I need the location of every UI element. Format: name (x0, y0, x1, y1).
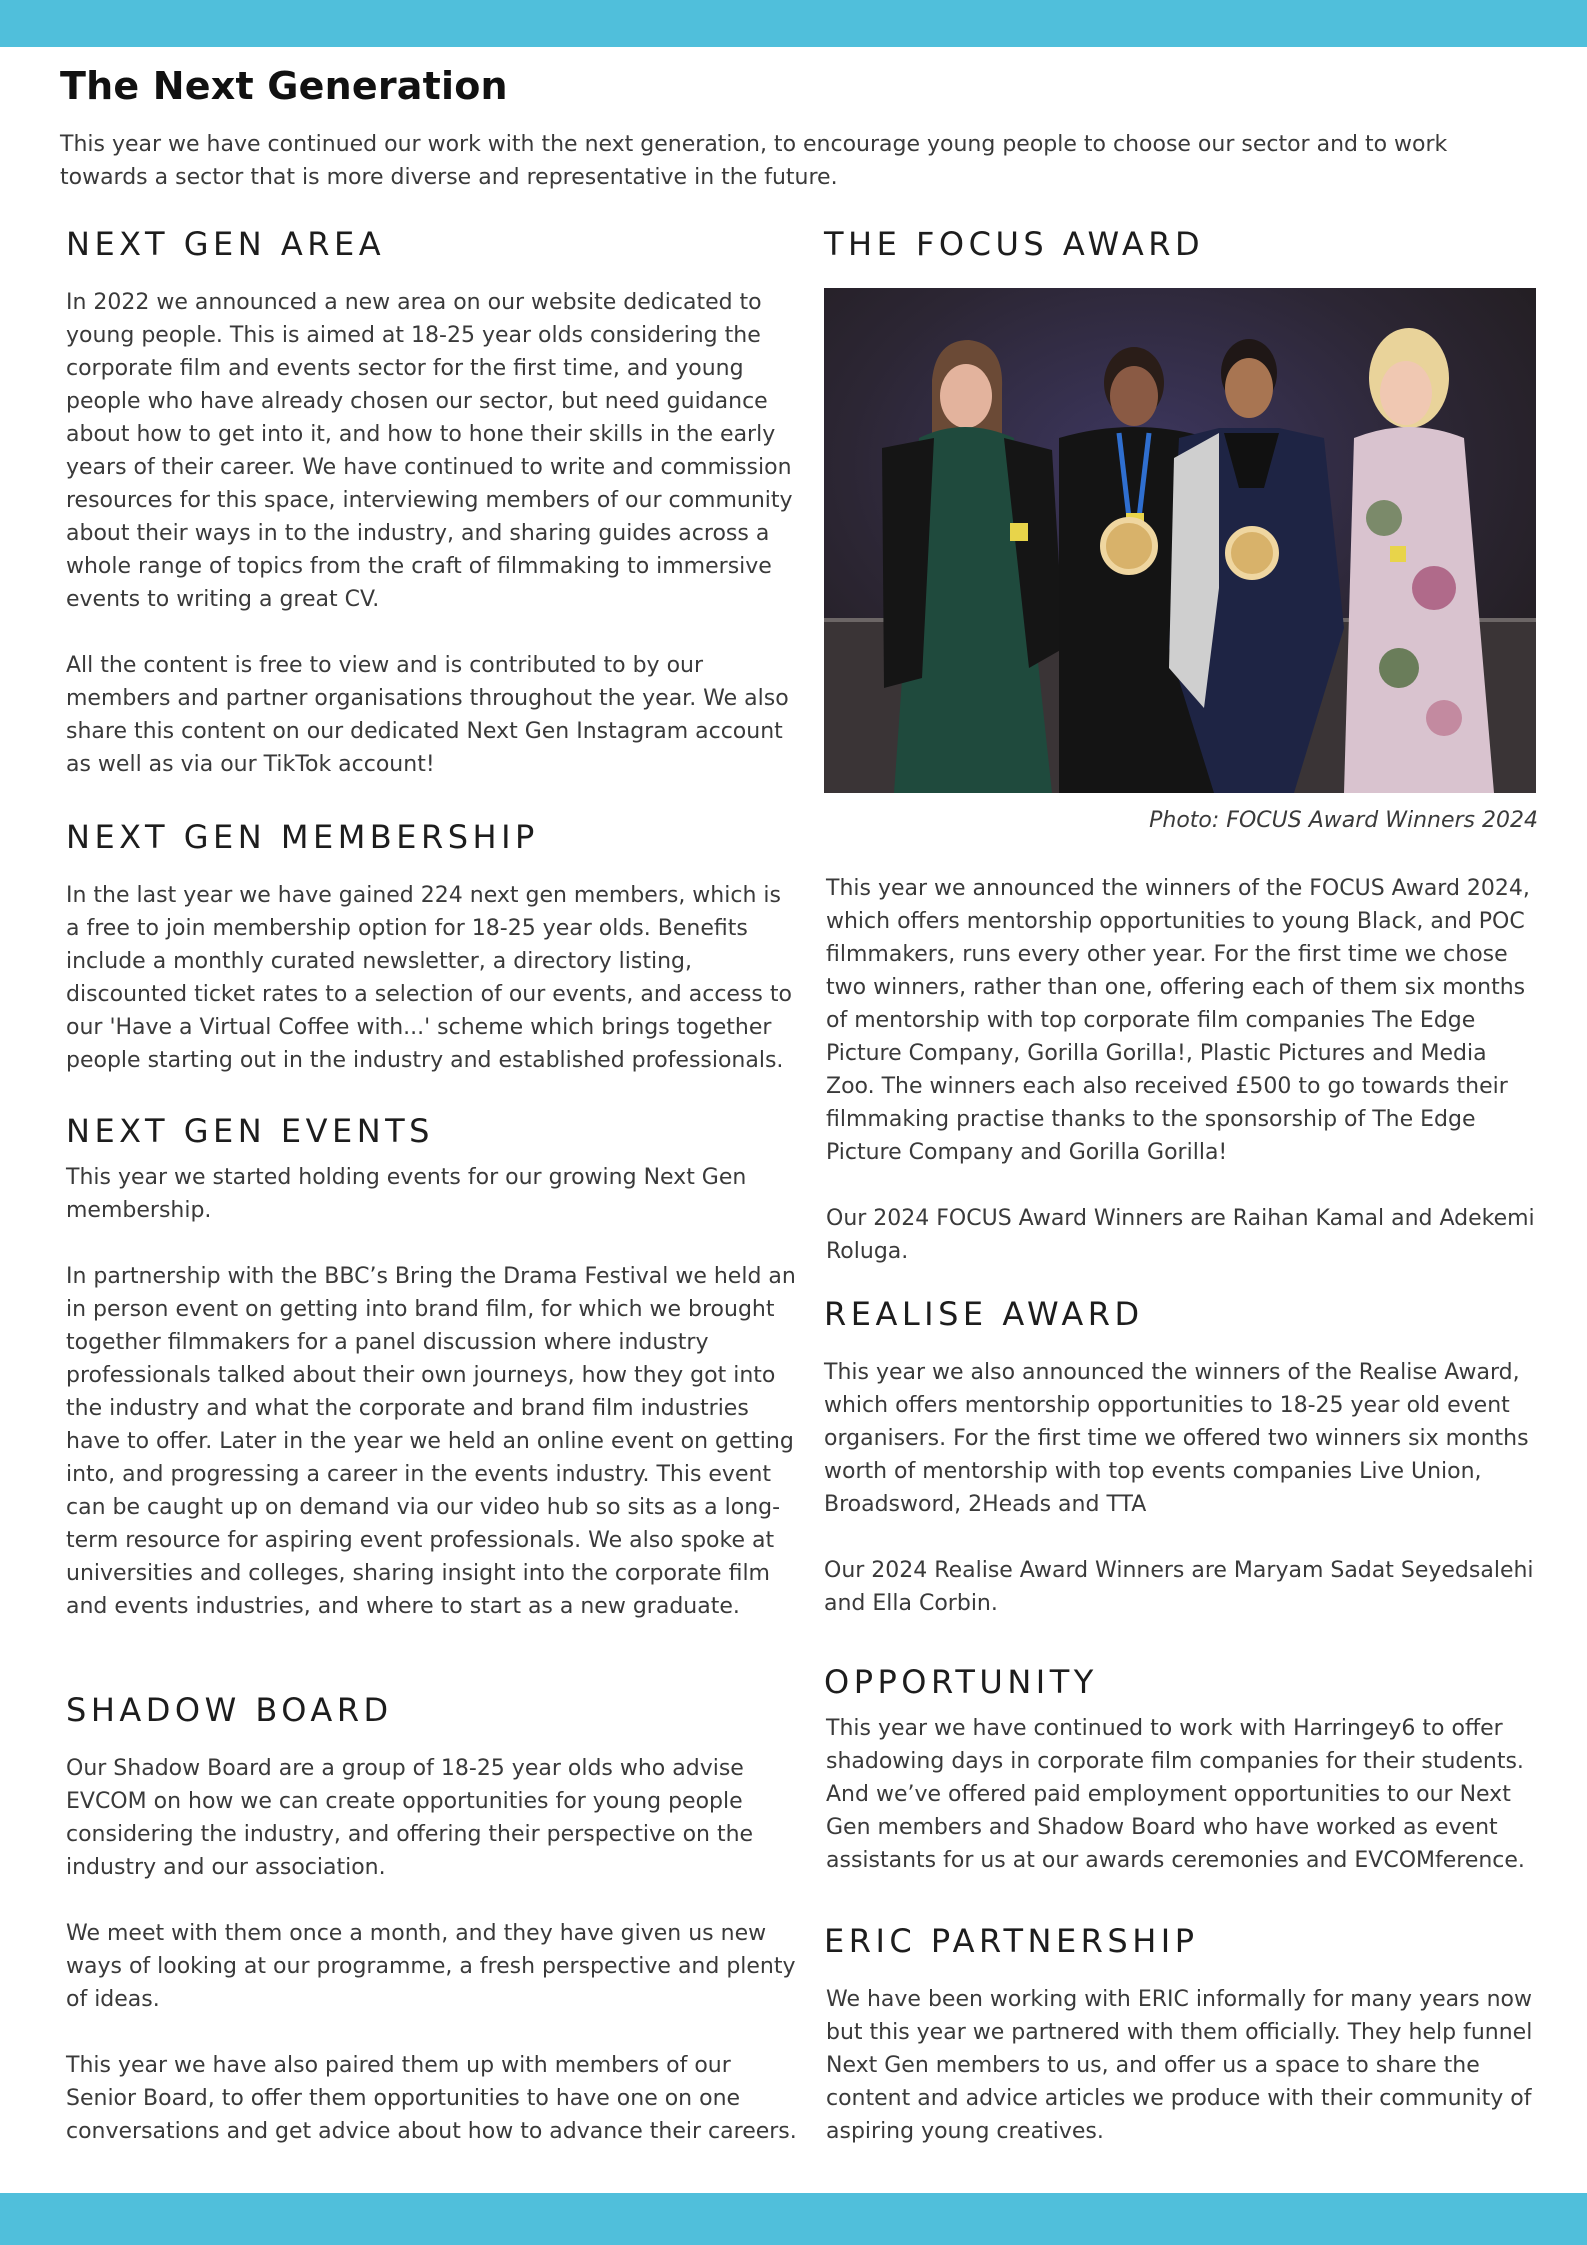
section-heading: SHADOW BOARD (66, 1691, 393, 1729)
section-shadow-board (66, 1688, 801, 2148)
page-title: The Next Generation (60, 64, 508, 108)
paragraph: In partnership with the BBC’s Bring the Drama Festival we held an in person event on getting into brand film, for which we brought together filmmakers for a panel discussion where industry professionals talked about their own journeys, how they got into the industry and what the corporate and brand film industries have to offer. Later in the year we held an online event on getting into, and progressing a career in the events industry. This event can be caught up on demand via our video hub so sits as a long-term resource for aspiring event professionals. We also spoke at universities and colleges, sharing insight into the corporate film and events industries, and where to start as a new graduate. (66, 1264, 796, 1619)
section-focus-award (824, 222, 1538, 1264)
paragraph: This year we have continued to work with Harringey6 to offer shadowing days in corporate film companies for their students. And we’ve offered paid employment opportunities to our Next Gen members and Shadow Board who have worked as event assistants for us at our awards ceremonies and EVCOMference. (826, 1716, 1525, 1873)
section-heading: ERIC PARTNERSHIP (824, 1922, 1199, 1960)
section-heading: NEXT GEN AREA (66, 225, 386, 263)
section-heading: THE FOCUS AWARD (824, 225, 1205, 263)
photo-caption: Photo: FOCUS Award Winners 2024 (1149, 808, 1538, 833)
paragraph: This year we announced the winners of the FOCUS Award 2024, which offers mentorship opportunities to young Black, and POC filmmakers, runs every other year. For the first time we chose two winners, rather than one, offering each of them six months of mentorship with top corporate film companies The Edge Picture Company, Gorilla Gorilla!, Plastic Pictures and Media Zoo. The winners each also received £500 to go towards their filmmaking practise thanks to the sponsorship of The Edge Picture Company and Gorilla Gorilla! (826, 876, 1530, 1165)
focus-award-winners-photo (824, 288, 1536, 793)
paragraph: This year we also announced the winners of the Realise Award, which offers mentorship opportunities to 18-25 year old event organisers. For the first time we offered two winners six months worth of mentorship with top events companies Live Union, Broadsword, 2Heads and TTA (824, 1360, 1529, 1517)
paragraph: In 2022 we announced a new area on our website dedicated to young people. This is aimed at 18-25 year olds considering the corporate film and events sector for the first time, and young people who have already chosen our sector, but need guidance about how to get into it, and how to hone their skills in the early years of their career. We have continued to write and commission resources for this space, interviewing members of our community about their ways in to the industry, and sharing guides across a whole range of topics from the craft of filmmaking to immersive events to writing a great CV. (66, 290, 793, 612)
top-accent-bar (0, 0, 1587, 47)
paragraph: Our 2024 Realise Award Winners are Maryam Sadat Seyedsalehi and Ella Corbin. (824, 1558, 1534, 1616)
paragraph: Our 2024 FOCUS Award Winners are Raihan Kamal and Adekemi Roluga. (826, 1206, 1535, 1264)
section-heading: NEXT GEN EVENTS (66, 1112, 434, 1150)
section-next-gen-area (66, 222, 801, 781)
paragraph: We meet with them once a month, and they have given us new ways of looking at our programme, a fresh perspective and plenty of ideas. (66, 1921, 796, 2012)
paragraph: Our Shadow Board are a group of 18-25 year olds who advise EVCOM on how we can create opportunities for young people considering the industry, and offering their perspective on the industry and our association. (66, 1756, 754, 1880)
section-heading: NEXT GEN MEMBERSHIP (66, 818, 539, 856)
paragraph: All the content is free to view and is contributed to by our members and partner organisations throughout the year. We also share this content on our dedicated Next Gen Instagram account as well as via our TikTok account! (66, 653, 789, 777)
paragraph: This year we started holding events for our growing Next Gen membership. (66, 1165, 747, 1223)
section-realise-award (824, 1292, 1536, 1620)
paragraph: This year we have also paired them up with members of our Senior Board, to offer them opportunities to have one on one conversations and get advice about how to advance their careers. (66, 2053, 797, 2144)
section-next-gen-membership (66, 815, 801, 1077)
intro-paragraph: This year we have continued our work with the next generation, to encourage young people to choose our sector and to work towards a sector that is more diverse and representative in the future. (60, 132, 1448, 190)
section-heading: REALISE AWARD (824, 1295, 1144, 1333)
paragraph: In the last year we have gained 224 next gen members, which is a free to join membership option for 18-25 year olds. Benefits include a monthly curated newsletter, a directory listing, discounted ticket rates to a selection of our events, and access to our 'Have a Virtual Coffee with...' scheme which brings together people starting out in the industry and established professionals. (66, 883, 792, 1073)
bottom-accent-bar (0, 2193, 1587, 2245)
section-next-gen-events (66, 1109, 801, 1623)
section-opportunity (824, 1660, 1536, 1877)
paragraph: We have been working with ERIC informally for many years now but this year we partnered with them officially. They help funnel Next Gen members to us, and offer us a space to share the content and advice articles we produce with their community of aspiring young creatives. (826, 1987, 1533, 2144)
section-heading: OPPORTUNITY (824, 1663, 1098, 1701)
section-eric-partnership (824, 1919, 1536, 2148)
